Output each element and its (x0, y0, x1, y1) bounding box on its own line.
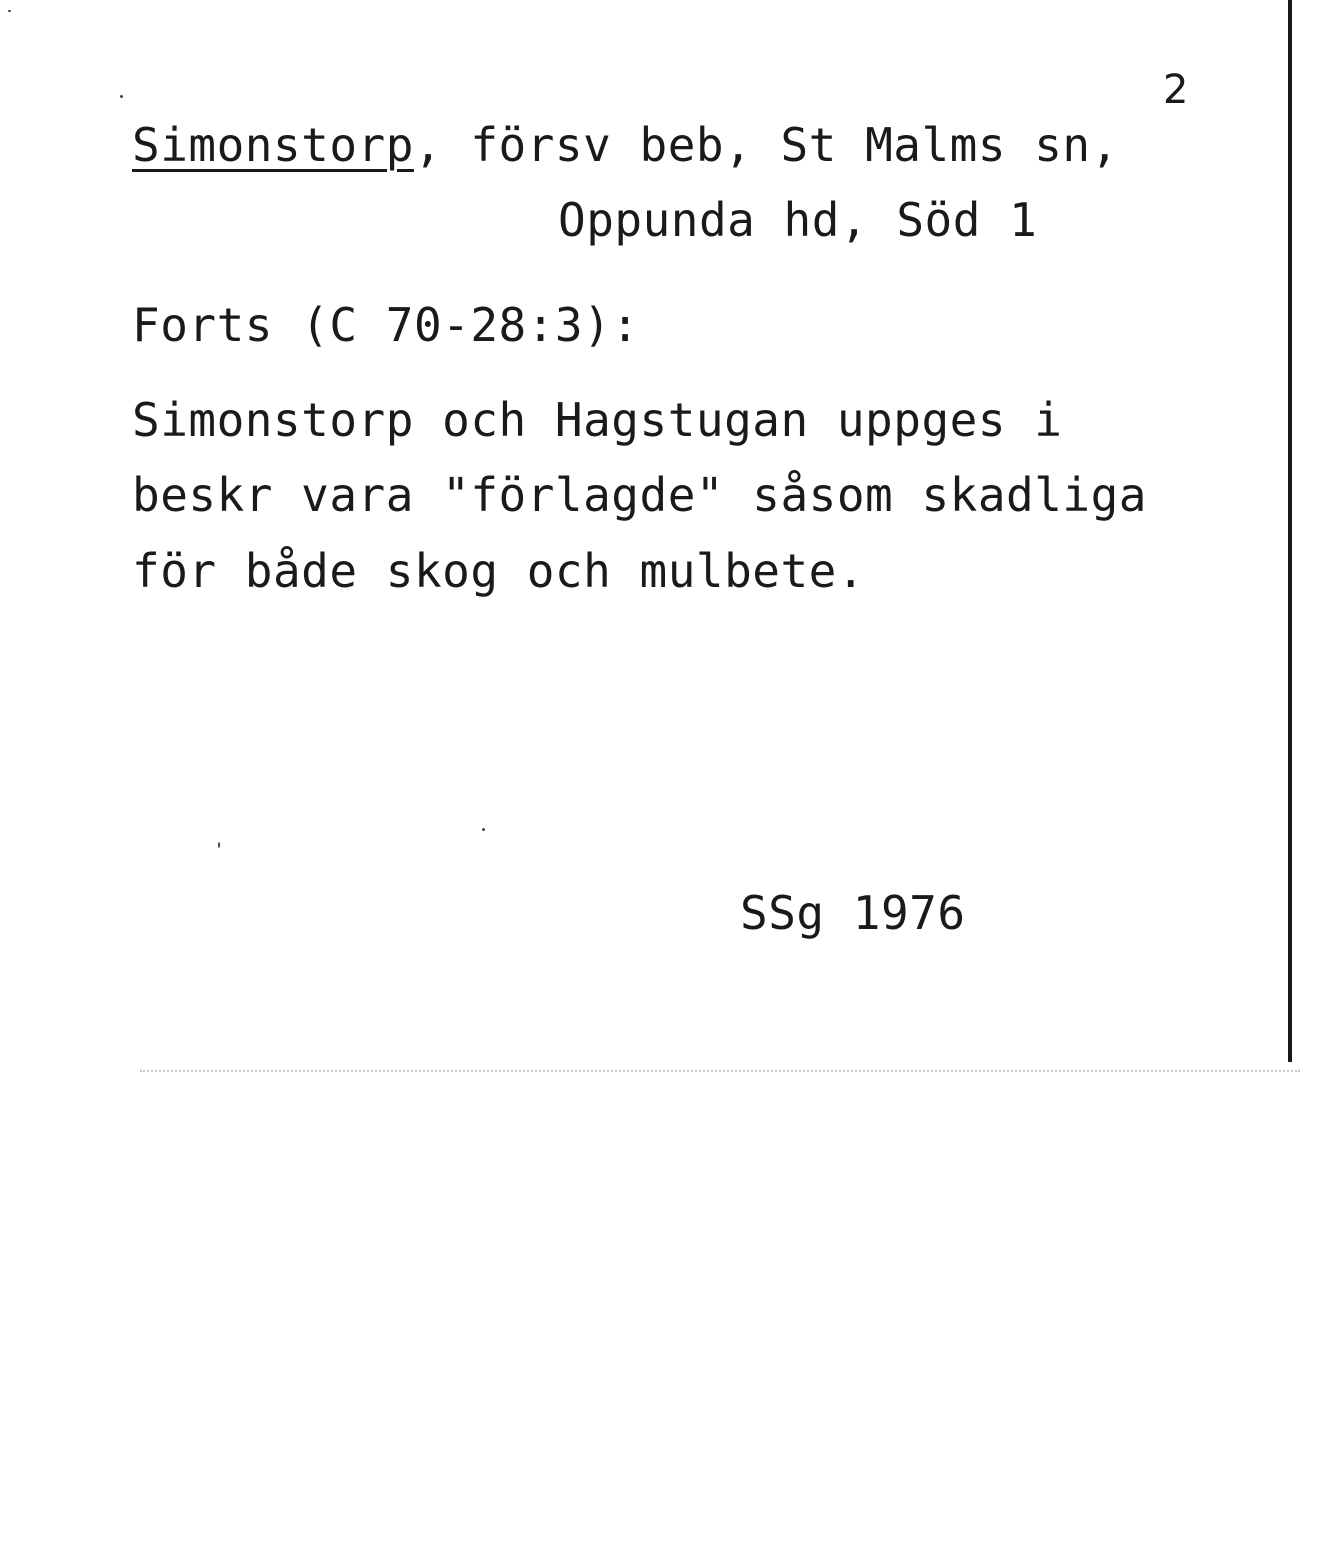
scan-speck (120, 95, 123, 98)
body-line-2: beskr vara "förlagde" såsom skadliga (132, 468, 1147, 522)
place-name: Simonstorp (132, 118, 414, 172)
heading-rest: , försv beb, St Malms sn, (413, 118, 1119, 172)
page-number: 2 (1163, 67, 1189, 113)
scan-speck (218, 842, 220, 848)
body-line-1: Simonstorp och Hagstugan uppges i (132, 393, 1063, 447)
card-right-edge (1288, 0, 1292, 1062)
heading-line-1 (132, 118, 1119, 172)
body-line-3: för både skog och mulbete. (132, 544, 866, 598)
scan-speck (8, 10, 11, 12)
reference-line: Forts (C 70-28:3): (132, 298, 640, 352)
card-bottom-edge (140, 1070, 1300, 1072)
signature: SSg 1976 (740, 886, 966, 940)
scan-speck (482, 828, 485, 831)
heading-line-2: Oppunda hd, Söd 1 (558, 193, 1038, 247)
